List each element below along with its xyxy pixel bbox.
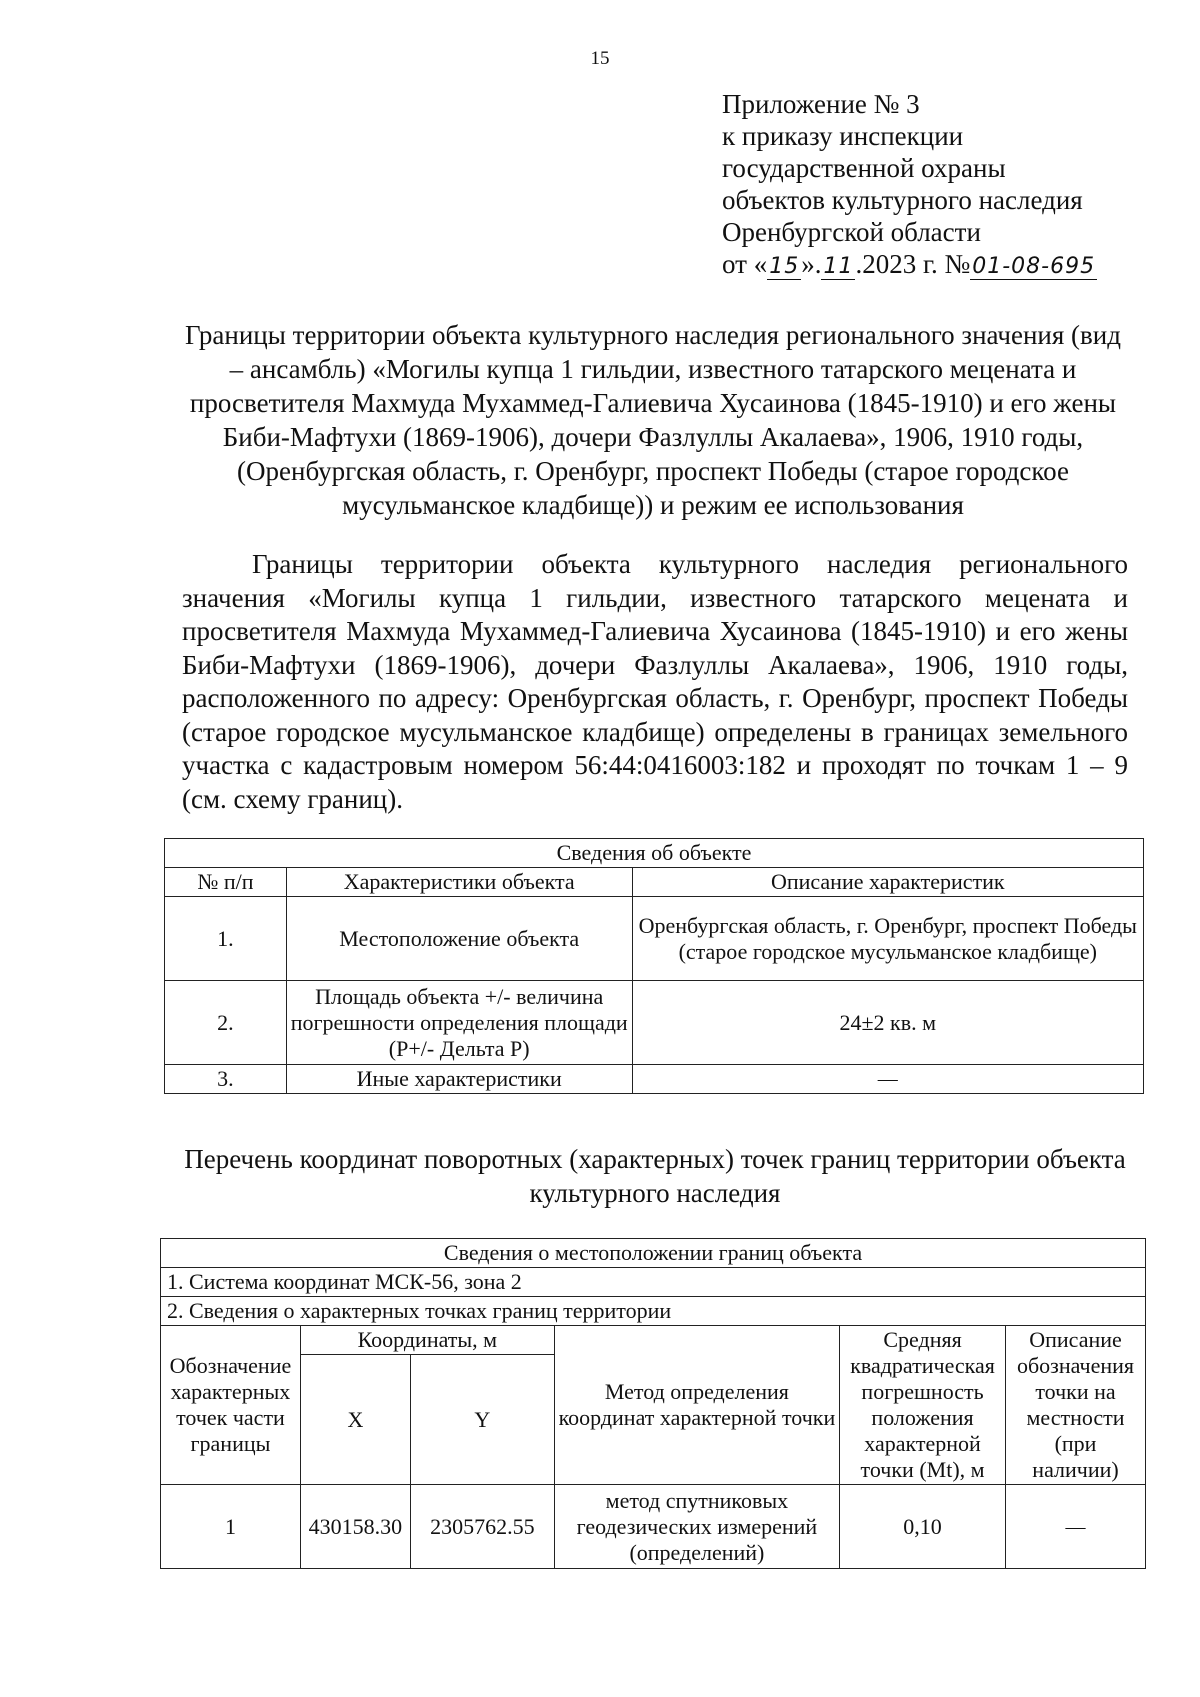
table-row: [165, 897, 1144, 981]
column-header: Описание обозначения точки на местности (при наличии): [1006, 1326, 1146, 1485]
table-row: [165, 981, 1144, 1065]
order-date-line: [722, 248, 1097, 283]
date-mid: ».: [801, 249, 822, 279]
row-description: 24±2 кв. м: [632, 981, 1143, 1065]
coordinates-heading: Перечень координат поворотных (характерных) точек границ территории объекта культурного наследия: [184, 1144, 1126, 1208]
column-header: Координаты, м: [300, 1326, 554, 1355]
handwritten-order-number: 01-08-695: [972, 254, 1096, 279]
appendix-line: к приказу инспекции: [722, 121, 964, 151]
point-label: 1: [161, 1485, 301, 1569]
appendix-line: Приложение № 3: [722, 89, 920, 119]
row-characteristic: Иные характеристики: [286, 1065, 632, 1094]
date-year: .2023 г. №: [855, 249, 971, 279]
mean-error: 0,10: [840, 1485, 1006, 1569]
point-description: —: [1006, 1485, 1146, 1569]
method: метод спутниковых геодезических измерений (определений): [554, 1485, 839, 1569]
row-number: 2.: [165, 981, 287, 1065]
column-header: Y: [410, 1355, 554, 1485]
column-header: № п/п: [165, 868, 287, 897]
body-paragraph: Границы территории объекта культурного наследия регионального значения «Могилы купца 1 гильдии, известного татарского мецената и просветителя Махмуда Мухаммед-Галиевича Хусаинова (1845-1910) и его жены Биби-Мафтухи (1869-1906), дочери Фазлуллы Акалаева», 1906, 1910 годы, расположенного по адресу: Оренбургская область, г. Оренбург, проспект Победы (старое городское мусульманское кладбище) определены в границах земельного участка с кадастровым номером 56:44:0416003:182 и проходят по точкам 1 – 9 (см. схему границ).: [182, 549, 1128, 814]
coordinate-system: 1. Система координат МСК-56, зона 2: [161, 1268, 1146, 1297]
table-row: [165, 1065, 1144, 1094]
handwritten-day: 15: [769, 254, 800, 279]
row-description: Оренбургская область, г. Оренбург, проспект Победы (старое городское мусульманское кладбище): [632, 897, 1143, 981]
table-row: [161, 1485, 1146, 1569]
page-number: 15: [590, 48, 610, 69]
column-header: Средняя квадратическая погрешность положения характерной точки (Mt), м: [840, 1326, 1006, 1485]
row-characteristic: Местоположение объекта: [286, 897, 632, 981]
table-header: Сведения о местоположении границ объекта: [161, 1239, 1146, 1268]
row-characteristic: Площадь объекта +/- величина погрешности определения площади (Р+/- Дельта Р): [286, 981, 632, 1065]
object-info-table: [164, 838, 1144, 1094]
appendix-block: [722, 88, 1097, 283]
row-description: —: [632, 1065, 1143, 1094]
appendix-line: государственной охраны: [722, 153, 1006, 183]
row-number: 3.: [165, 1065, 287, 1094]
column-header: Описание характеристик: [632, 868, 1143, 897]
date-prefix: от «: [722, 249, 768, 279]
coordinate-y: 2305762.55: [410, 1485, 554, 1569]
document-title: Границы территории объекта культурного наследия регионального значения (вид – ансамбль) «Могилы купца 1 гильдии, известного татарского мецената и просветителя Махмуда Мухаммед-Галиевича Хусаинова (1845-1910) и его жены Биби-Мафтухи (1869-1906), дочери Фазлуллы Акалаева», 1906, 1910 годы, (Оренбургская область, г. Оренбург, проспект Победы (старое городское мусульманское кладбище)) и режим ее использования: [185, 320, 1121, 520]
table-header: Сведения об объекте: [165, 839, 1144, 868]
coordinate-x: 430158.30: [300, 1485, 410, 1569]
column-header: Обозначение характерных точек части границы: [161, 1326, 301, 1485]
column-header: Метод определения координат характерной точки: [554, 1326, 839, 1485]
appendix-line: Оренбургской области: [722, 217, 981, 247]
appendix-line: объектов культурного наследия: [722, 185, 1083, 215]
column-header: Характеристики объекта: [286, 868, 632, 897]
column-header: X: [300, 1355, 410, 1485]
handwritten-month: 11: [823, 254, 854, 279]
row-number: 1.: [165, 897, 287, 981]
coordinates-table: [160, 1238, 1146, 1569]
points-section-title: 2. Сведения о характерных точках границ территории: [161, 1297, 1146, 1326]
